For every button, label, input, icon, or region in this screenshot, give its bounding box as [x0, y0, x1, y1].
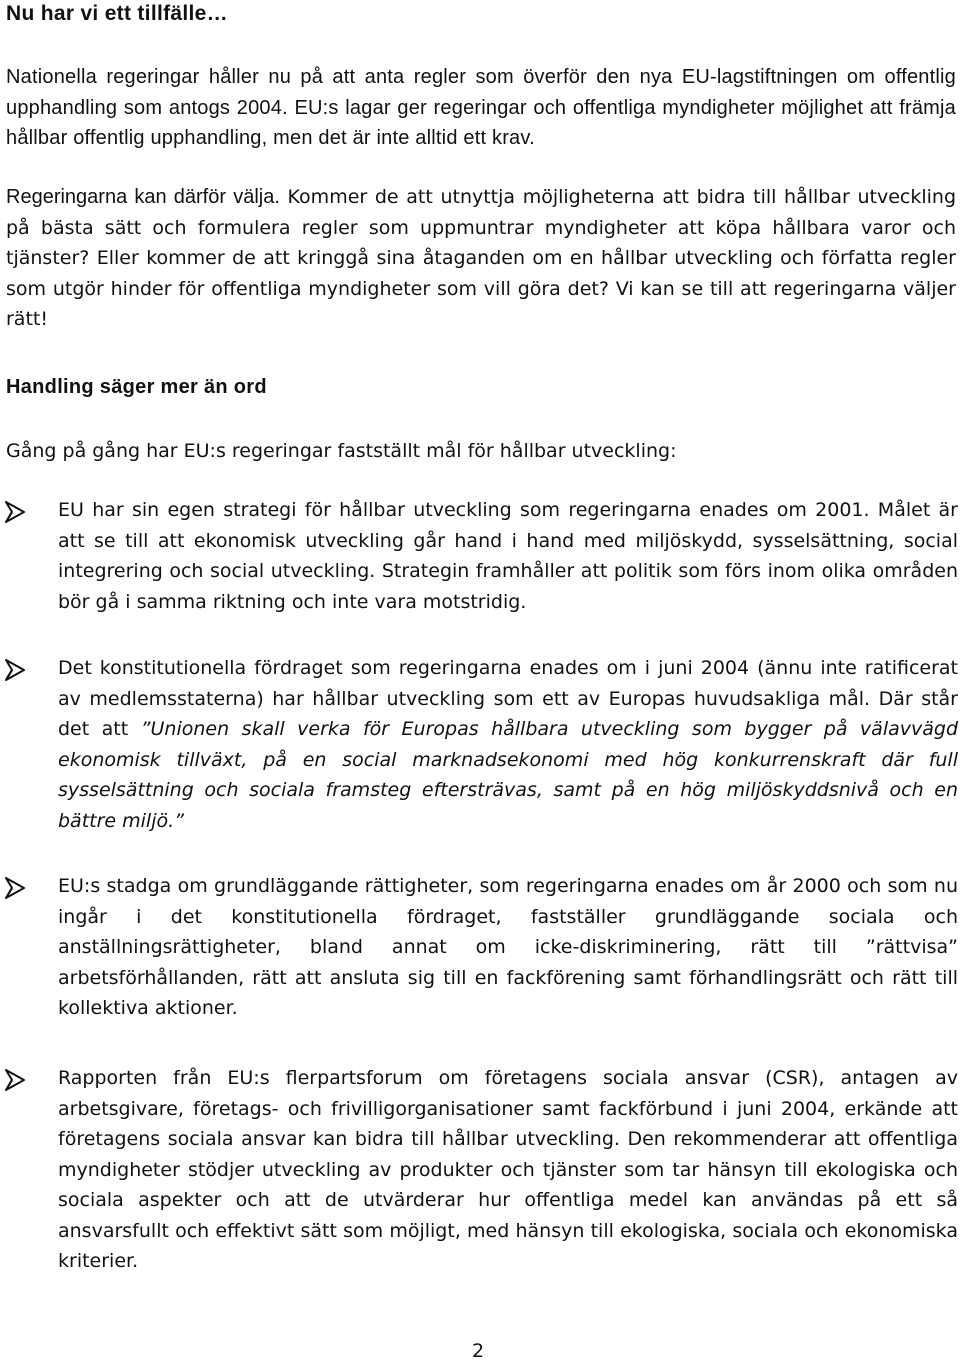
paragraph-lead-sentence: Regeringarna kan därför välja.	[6, 186, 280, 208]
paragraph-governments-choose	[6, 182, 956, 335]
arrowhead-bullet-icon	[4, 876, 26, 900]
paragraph-questions: Kommer de att utnyttja möjligheterna att bidra till hållbar utveckling på bästa sätt och formulera regler som uppmuntrar myndigheter att köpa hållbara varor och tjänster? Eller kommer de att kringgå sina åtaganden om en hållbar utveckling och författa regler som utgör hinder för offentliga myndigheter som vill göra det? Vi kan se till att regeringarna väljer rätt!	[6, 186, 957, 330]
bullet-text: EU har sin egen strategi för hållbar utveckling som regeringarna enades om 2001. Målet är att se till att ekonomisk utveckling går hand i hand med miljöskydd, sysselsättning, social integrering och social utveckling. Strategin framhåller att politik som förs inom olika områden bör gå i samma riktning och inte vara motstridig.	[58, 499, 958, 613]
bullet-text: Rapporten från EU:s flerpartsforum om företagens sociala ansvar (CSR), antagen av arbetsgivare, företags- och frivilligorganisationer samt fackförbund i juni 2004, erkände att företagens sociala ansvar kan bidra till hållbar utveckling. Den rekommenderar att offentliga myndigheter stödjer utveckling av produkter och tjänster som tar hänsyn till ekologiska och sociala aspekter och att de utvärderar hur offentliga medel kan användas på ett så ansvarsfullt och effektivt sätt som möjligt, med hänsyn till ekologiska, sociala och ekonomiska kriterier.	[58, 1067, 958, 1272]
arrowhead-bullet-icon	[4, 500, 26, 524]
paragraph-intro-goals: Gång på gång har EU:s regeringar fastställt mål för hållbar utveckling:	[6, 440, 677, 462]
bullet-text	[58, 653, 958, 836]
bullet-text: EU:s stadga om grundläggande rättigheter, som regeringarna enades om år 2000 och som nu ingår i det konstitutionella fördraget, fastställer grundläggande sociala och anställningsrättigheter, bland annat om icke-diskriminering, rätt till ”rättvisa” arbetsförhållanden, rätt att ansluta sig till en fackförening samt förhandlingsrätt och rätt till kollektiva aktioner.	[58, 875, 958, 1019]
heading-opportunity: Nu har vi ett tillfälle…	[6, 2, 228, 25]
paragraph-national-governments: Nationella regeringar håller nu på att anta regler som överför den nya EU-lagstiftningen om offentlig upphandling som antogs 2004. EU:s lagar ger regeringar och offentliga myndigheter möjlighet att främja hållbar offentlig upphandling, men det är inte alltid ett krav.	[6, 66, 956, 149]
heading-actions-speak: Handling säger mer än ord	[6, 376, 267, 398]
arrowhead-bullet-icon	[4, 658, 26, 682]
page-number: 2	[472, 1340, 485, 1362]
bullet-quote: ”Unionen skall verka för Europas hållbara utveckling som bygger på välavvägd ekonomisk tillväxt, på en social marknadsekonomi med hög konkurrenskraft där full sysselsättning och sociala framsteg eftersträvas, samt på en hög miljöskyddsnivå och en bättre miljö.”	[58, 718, 958, 832]
bullet-text-intro: Det konstitutionella fördraget som regeringarna enades om i juni 2004 (ännu inte ratificerat av medlemsstaterna) har hållbar utveckling som ett av Europas huvudsakliga mål. Där står det att	[58, 657, 958, 740]
arrowhead-bullet-icon	[4, 1068, 26, 1092]
